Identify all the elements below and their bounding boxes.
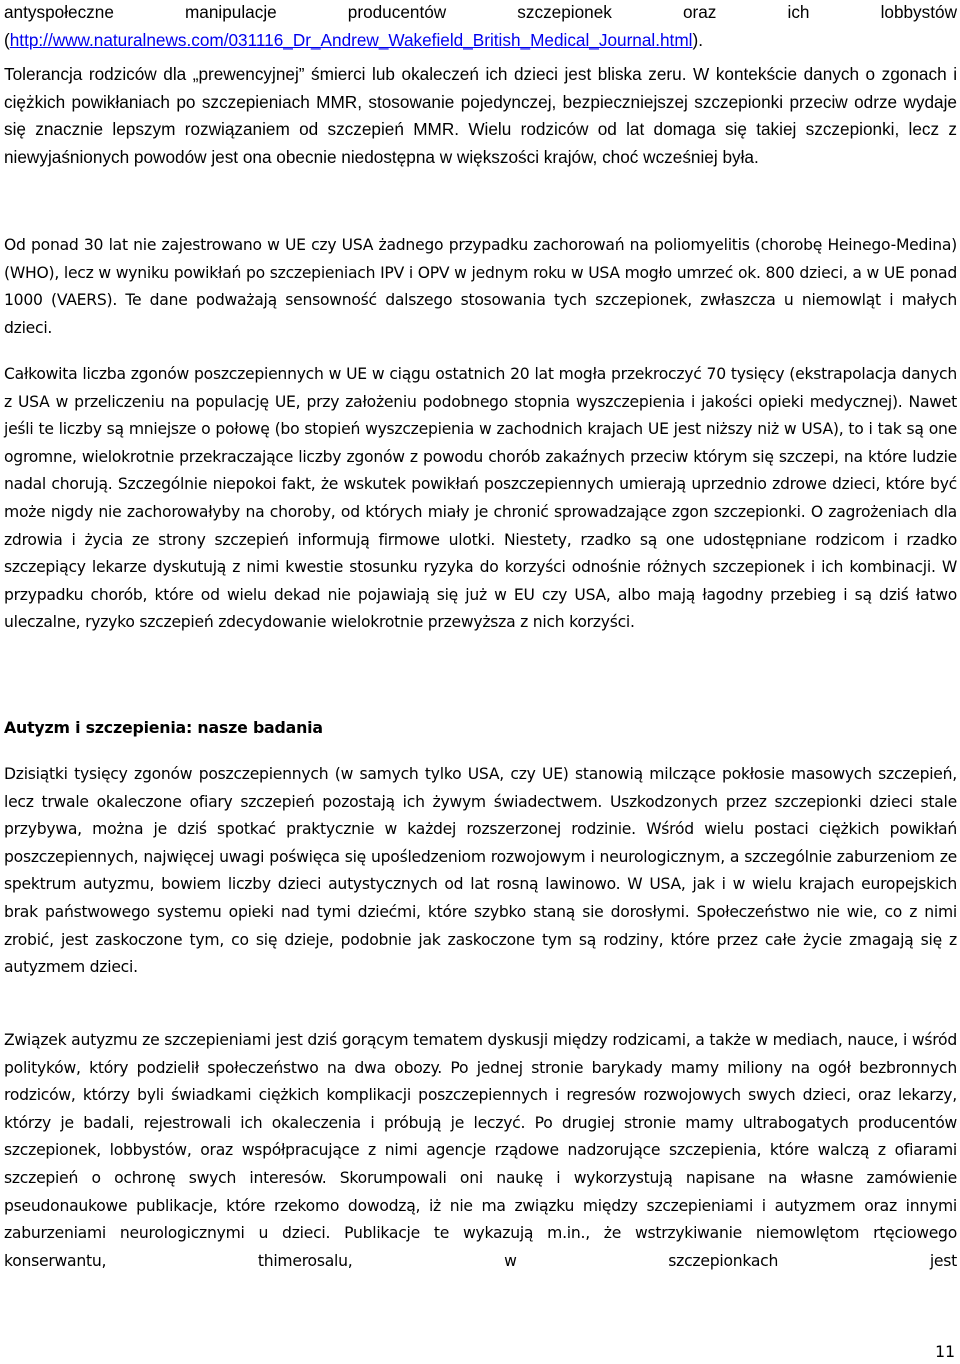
autism-link-paragraph: Związek autyzmu ze szczepieniami jest dziś gorącym tematem dyskusji między rodzicami, a także w mediach, nauce, i wśród polityków, który podzielił społeczeństwo na dwa obozy. Po jednej stronie barykady mamy miliony na ogół bezbronnych rodziców, którzy byli świadkami ciężkich komplikacji poszczepiennych i regresów rozwojowych swych dzieci, oraz lekarzy, którzy je badali, rejestrowali ich okaleczenia i próbują je leczyć. Po drugiej stronie mamy ultrabogatych producentów szczepionek, lobbystów, oraz współpracujące z nimi agencje rządowe nadzorujące szczepienia, które walczą z ofiarami szczepień o ochronę swych interesów. Skorumpowali oni naukę i wykorzystują napisane na własne zamówienie pseudonaukowe publikacje, które rzekomo dowodzą, iż nie ma związku między szczepieniami i autyzmem oraz innymi zaburzeniami neurologicznymi u dzieci. Publikacje te wykazują m.in., że wstrzykiwanie niemowlętom rtęciowego konserwantu, thimerosalu, w szczepionkach jest (4, 1031, 957, 1270)
autism-intro-paragraph: Dzisiątki tysięcy zgonów poszczepiennych (w samych tylko USA, czy UE) stanowią milczące pokłosie masowych szczepień, lecz trwale okaleczone ofiary szczepień pozostają ich żywym świadectwem. Uszkodzonych przez szczepionki dzieci stale przybywa, można je dziś spotkać praktycznie w każdej rozszerzonej rodzinie. Wśród wielu postaci ciężkich powikłań poszczepiennych, najwięcej uwagi poświęca się upośledzeniom rozwojowym i neurologicznym, a szczególnie zaburzeniom ze spektrum autyzmu, bowiem liczby dzieci autystycznych od lat rosną lawinowo. W USA, jak i w wielu krajach europejskich brak państwowego systemu opieki nad tymi dziećmi, które szybko staną sie dorosłymi. Społeczeństwo nie wie, co z nimi zrobić, jest zaskoczone tym, co się dzieje, podobnie jak zaskoczone tym są rodziny, które przez całe życie zmagają się z autyzmem dzieci. (4, 765, 957, 977)
page-number: 11 (935, 1343, 955, 1361)
mortality-paragraph: Całkowita liczba zgonów poszczepiennych w UE w ciągu ostatnich 20 lat mogła przekroczyć 70 tysięcy (ekstrapolacja danych z USA w przeliczeniu na populację UE, przy założeniu podobnego stopnia wyszczepienia i jakości opieki medycznej). Nawet jeśli te liczby są mniejsze o połowę (bo stopień wyszczepienia w zachodnich krajach UE jest niższy niż w USA), to i tak są one ogromne, wielokrotnie przekraczające liczby zgonów z powodu chorób zakaźnych przeciw którym się szczepi, na które ludzie nadal chorują. Szczególnie niepokoi fakt, że wskutek powikłań poszczepiennych umierają uprzednio zdrowe dzieci, które być może nigdy nie zachorowałyby na choroby, od których miały je chronić sprowadzające zgon szczepionki. O zagrożeniach dla zdrowia i życia ze strony szczepień informują firmowe ulotki. Niestety, rzadko są one udostępniane rodzicom i rzadko szczepiący lekarze dyskutują z nimi kwestie stosunku ryzyka do korzyści odnośnie różnych szczepionek i ich kombinacji. W przypadku chorób, które od wielu dekad nie pojawiają się już w EU czy USA, albo mają łagodny przebieg i są dziś łatwo uleczalne, ryzyko szczepień zdecydowanie wielokrotnie przewyższa z nich korzyści. (4, 365, 957, 632)
tolerance-paragraph (4, 61, 957, 171)
intro-paragraph (4, 0, 957, 54)
source-link[interactable]: http://www.naturalnews.com/031116_Dr_Andrew_Wakefield_British_Medical_Journal.html (9, 29, 693, 50)
intro-line: antyspołeczne manipulacje producentów szczepionek oraz ich lobbystów (4, 2, 957, 22)
tolerance-body: W kontekście danych o zgonach i ciężkich powikłaniach po szczepieniach MMR, stosowanie pojedynczej, bezpieczniejszej szczepionki przeciw odrze wydaje się znacznie lepszym rozwiązaniem od szczepień MMR. Wielu rodziców od lat domaga się takiej szczepionki, lecz z niewyjaśnionych powodów jest ona obecnie niedostępna w większości krajów, choć wcześniej była. (4, 64, 958, 167)
open-paren: ( (4, 29, 10, 50)
section-heading-autism: Autyzm i szczepienia: nasze badania (4, 718, 323, 737)
polio-paragraph: Od ponad 30 lat nie zajestrowano w UE czy USA żadnego przypadku zachorowań na poliomyelitis (chorobę Heinego-Medina) (WHO), lecz w wyniku powikłań po szczepieniach IPV i OPV w jednym roku w USA mogło umrzeć ok. 800 dzieci, a w UE ponad 1000 (VAERS). Te dane podważają sensowność dalszego stosowania tych szczepionek, zwłaszcza u niemowląt i małych dzieci. (4, 236, 957, 337)
close-paren: ). (692, 29, 703, 50)
tolerance-lead: Tolerancja rodziców dla „prewencyjnej” śmierci lub okaleczeń ich dzieci jest bliska zeru. (4, 64, 687, 84)
